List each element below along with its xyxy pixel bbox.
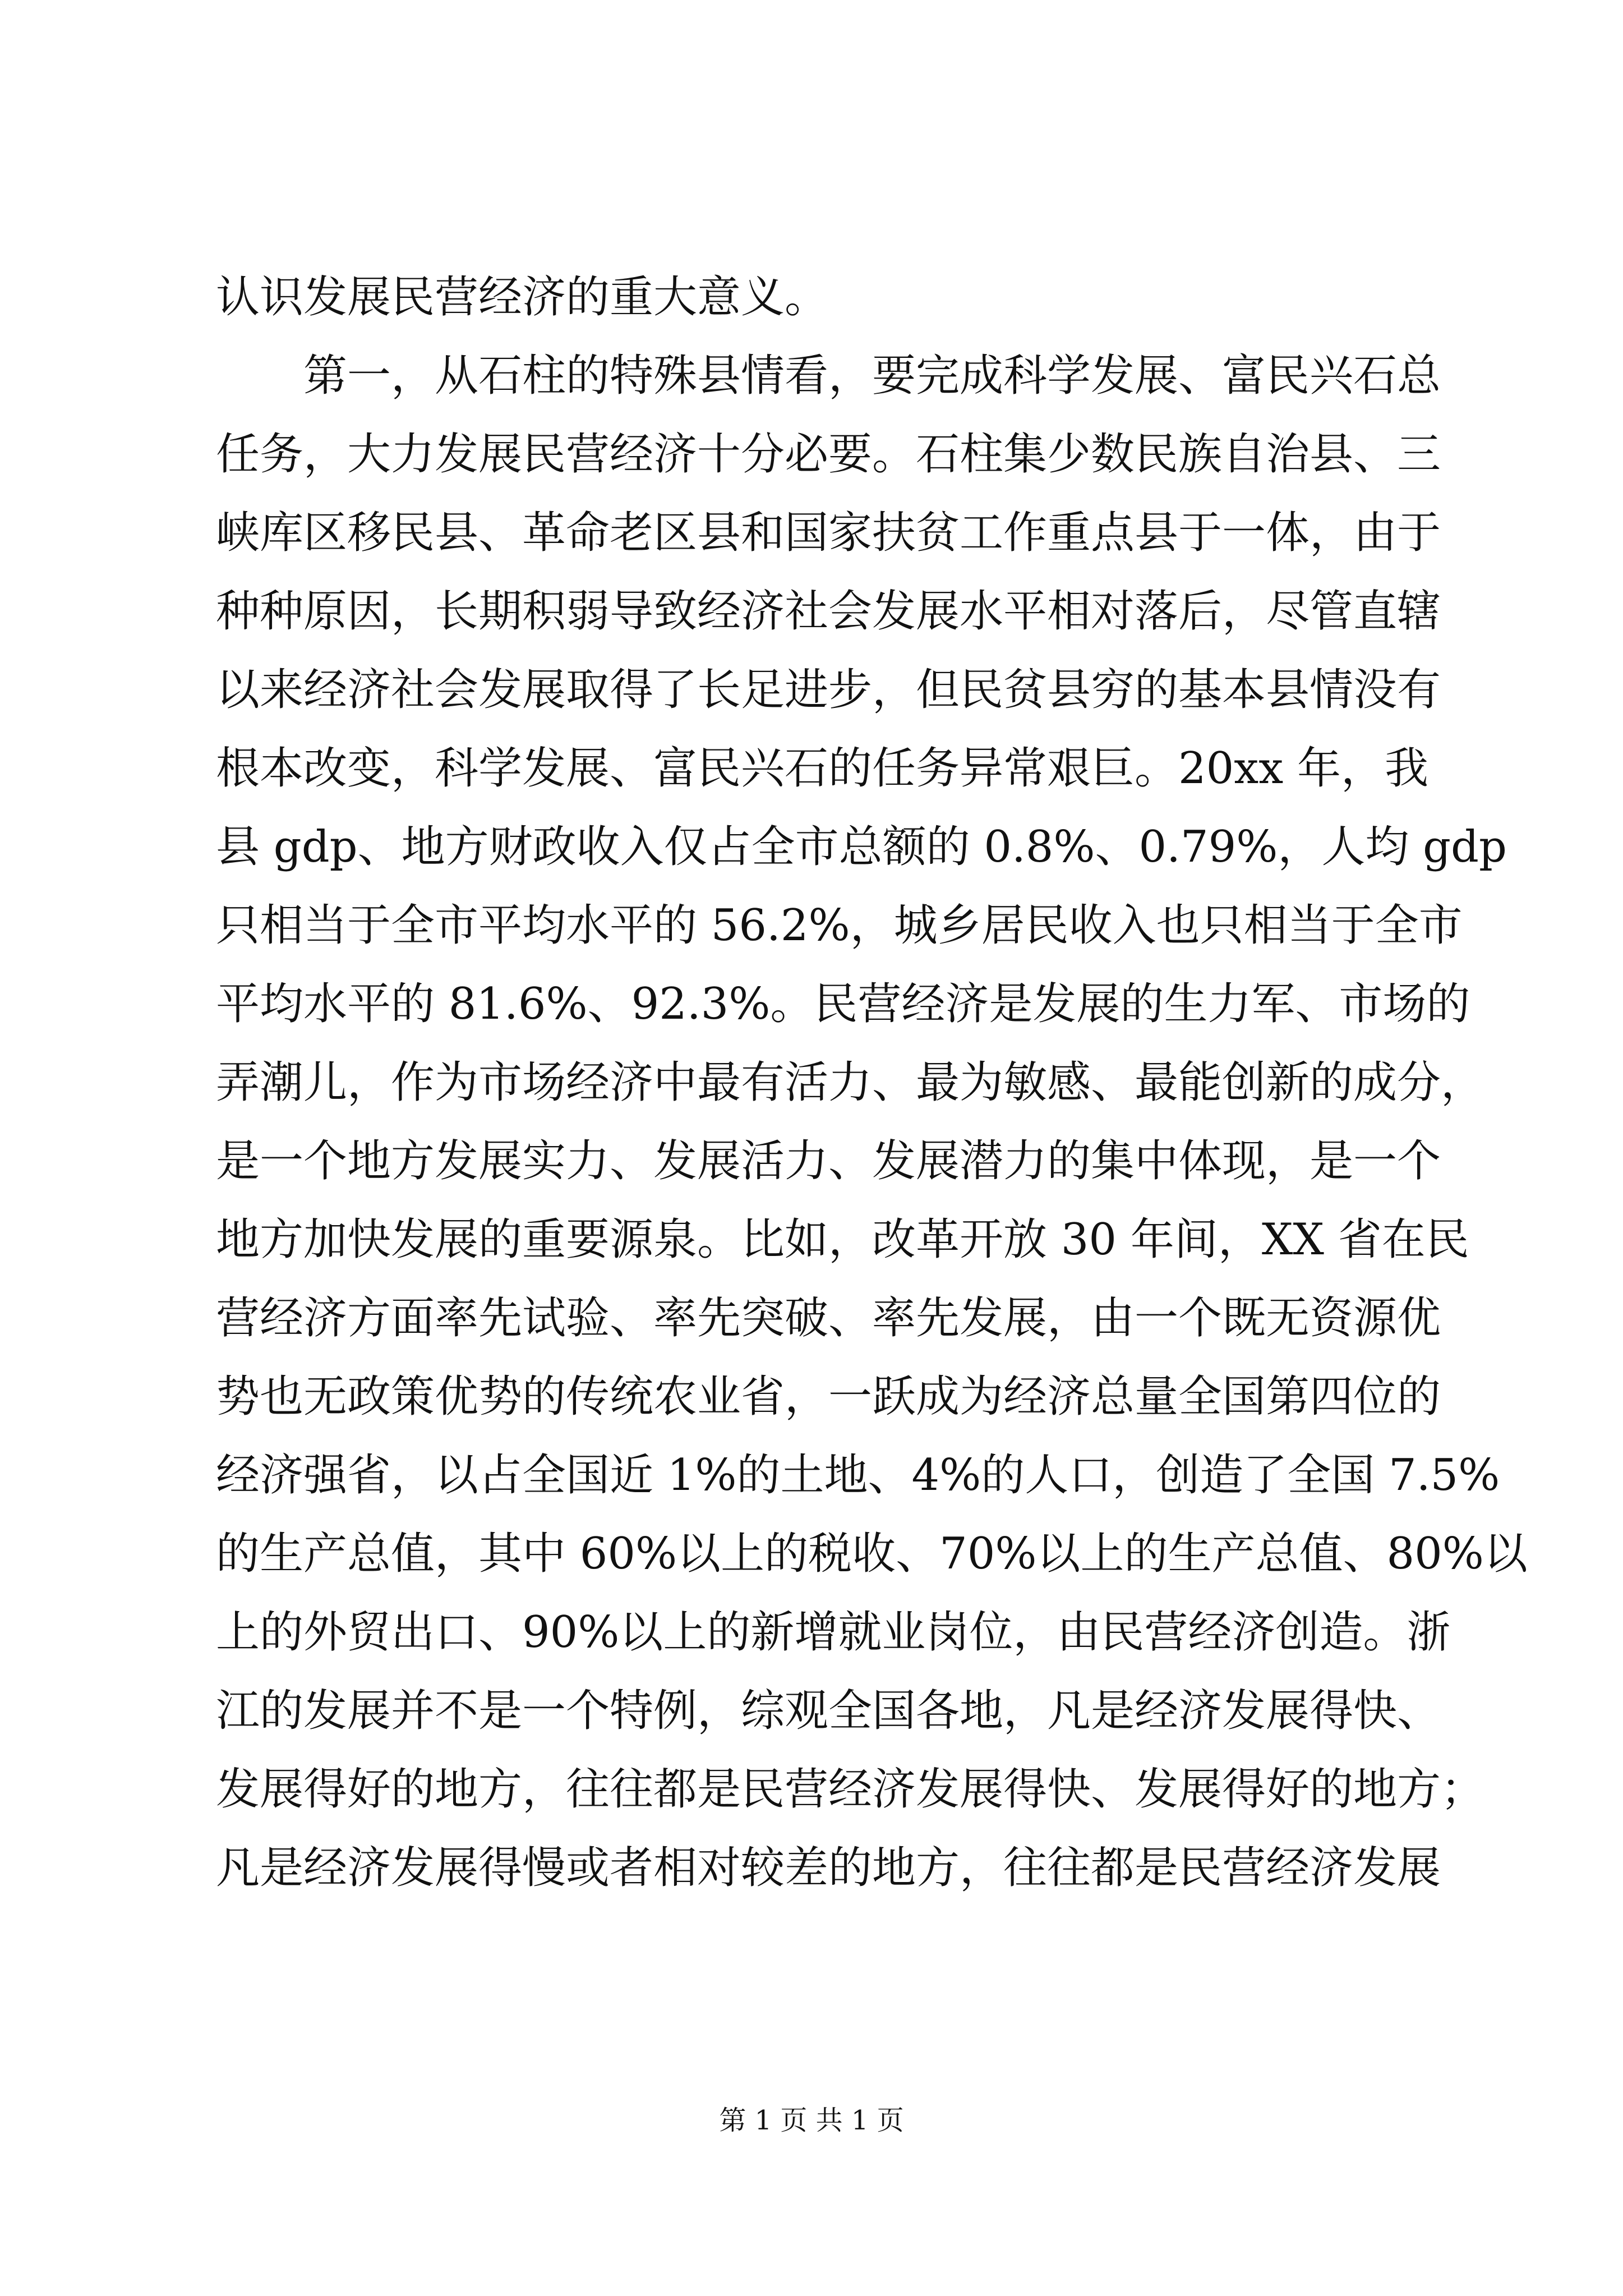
text-line: 经济强省，以占全国近 1%的土地、4%的人口，创造了全国 7.5% — [216, 1450, 1500, 1501]
text-line: 平均水平的 81.6%、92.3%。民营经济是发展的生力军、市场的 — [216, 979, 1470, 1029]
text-line: 种种原因，长期积弱导致经济社会发展水平相对落后，尽管直辖 — [216, 586, 1441, 637]
text-line: 是一个地方发展实力、发展活力、发展潜力的集中体现，是一个 — [216, 1136, 1441, 1186]
text-line: 凡是经济发展得慢或者相对较差的地方，往往都是民营经济发展 — [216, 1843, 1441, 1893]
text-line: 势也无政策优势的传统农业省，一跃成为经济总量全国第四位的 — [216, 1372, 1441, 1422]
text-line: 峡库区移民县、革命老区县和国家扶贫工作重点县于一体，由于 — [216, 508, 1441, 558]
text-line: 上的外贸出口、90%以上的新增就业岗位，由民营经济创造。浙 — [216, 1607, 1451, 1658]
text-line: 任务，大力发展民营经济十分必要。石柱集少数民族自治县、三 — [216, 429, 1441, 480]
text-line: 只相当于全市平均水平的 56.2%，城乡居民收入也只相当于全市 — [216, 900, 1463, 951]
text-line: 县 gdp、地方财政收入仅占全市总额的 0.8%、0.79%，人均 gdp — [216, 822, 1507, 872]
text-line: 以来经济社会发展取得了长足进步，但民贫县穷的基本县情没有 — [216, 665, 1441, 715]
text-line: 第一，从石柱的特殊县情看，要完成科学发展、富民兴石总 — [216, 351, 1441, 401]
page-number-footer: 第 1 页 共 1 页 — [719, 2105, 904, 2136]
text-line: 认识发展民营经济的重大意义。 — [216, 272, 829, 323]
text-line: 营经济方面率先试验、率先突破、率先发展，由一个既无资源优 — [216, 1293, 1441, 1343]
text-line: 发展得好的地方，往往都是民营经济发展得快、发展得好的地方； — [216, 1764, 1485, 1815]
text-line: 弄潮儿，作为市场经济中最有活力、最为敏感、最能创新的成分， — [216, 1057, 1485, 1108]
text-line: 根本改变，科学发展、富民兴石的任务异常艰巨。20xx 年，我 — [216, 743, 1429, 794]
text-line: 的生产总值，其中 60%以上的税收、70%以上的生产总值、80%以 — [216, 1529, 1528, 1579]
text-line: 地方加快发展的重要源泉。比如，改革开放 30 年间，XX 省在民 — [216, 1214, 1469, 1265]
text-line: 江的发展并不是一个特例，综观全国各地，凡是经济发展得快、 — [216, 1686, 1441, 1736]
